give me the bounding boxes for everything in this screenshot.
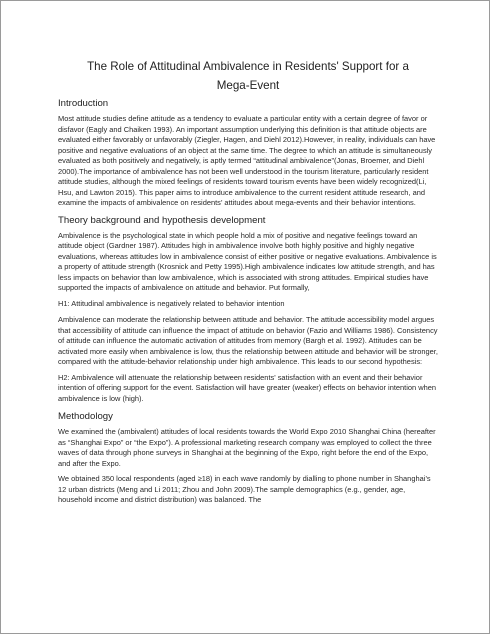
paper-title [58, 57, 438, 95]
introduction-paragraph: Most attitude studies define attitude as a tendency to evaluate a particular entity with a certain degree of favor or disfavor (Eagly and Chaiken 1993). An important assumption underlying this definition is that attitude objects are evaluated either favorably or unfavorably (Ziegler, Hagen, and Diehl 2012).However, in reality, individuals can have positive and negative evaluations of an object at the same time. The degree to which an attitude is simultaneously evaluated as both positively and negatively, is aptly termed “attitudinal ambivalence”(Jonas, Broemer, and Diehl 2000).The importance of ambivalence has not been well understood in the tourism literature, particularly resident attitude studies, although the mixed feelings of residents toward tourism events have been widely recognized(Li, Hsu, and Lawton 2015). This paper aims to introduce ambivalence to the current resident attitude research, and examine the impacts of ambivalence on residents’ attitudes about mega-events and their behavior intentions. [58, 114, 436, 207]
title-line-1: The Role of Attitudinal Ambivalence in Residents' Support for a [87, 60, 409, 73]
methodology-paragraph-1: We examined the (ambivalent) attitudes of local residents towards the World Expo 2010 Shanghai China (hereafter as “Shanghai Expo” or “the Expo”). A professional marketing research company was employed to collect the three waves of data through phone surveys in Shanghai at the beginning of the Expo, right before the end of the Expo, and after the Expo. [58, 427, 436, 468]
theory-paragraph-1: Ambivalence is the psychological state in which people hold a mix of positive and negative feelings toward an attitude object (Gardner 1987). Attitudes high in ambivalence involve both highly positive and highly negative evaluations, whereas attitudes low in ambivalence consist of either positive or negative evaluations. Ambivalence is a property of attitude strength (Krosnick and Petty 1995).High ambivalence indicates low attitude strength, and has less impacts on behavior than low ambivalence, which is associated with strong attitudes. Empirical studies have supported the impacts of ambivalence on attitude and behavior. Put formally, [58, 230, 437, 292]
introduction-heading: Introduction [58, 98, 109, 109]
hypothesis-1: H1: Attitudinal ambivalence is negatively related to behavior intention [58, 298, 285, 308]
methodology-paragraph-2: We obtained 350 local respondents (aged ≥18) in each wave randomly by dialling to phone number in Shanghai’s 12 urban districts (Meng and Li 2011; Zhou and John 2009).The sample demographics (e.g., gender, age, household income and district distribution) was balanced. The [58, 474, 431, 504]
theory-paragraph-2: Ambivalence can moderate the relationship between attitude and behavior. The attitude accessibility model argues that accessibility of attitude can influence the impact of attitude on behavior (Fazio and Williams 1986). Consistency of attitude can influence the automatic activation of attitudes from memory (Bargh et al. 1992). Attitudes can be activated more easily when ambivalence is low, thus the relationship between attitude and behavior will be stronger, compared with the attitude-behavior relationship under high ambivalence. This leads to our second hypothesis: [58, 315, 438, 366]
page-content [58, 57, 438, 511]
title-line-2: Mega-Event [216, 79, 280, 92]
theory-heading: Theory background and hypothesis development [58, 214, 266, 226]
methodology-heading: Methodology [58, 411, 113, 422]
hypothesis-2: H2: Ambivalence will attenuate the relationship between residents' satisfaction with an event and their behavior intention of offering support for the event. Satisfaction will have greater (weaker) effects on behavior intention when ambivalence is low (high). [58, 372, 437, 403]
